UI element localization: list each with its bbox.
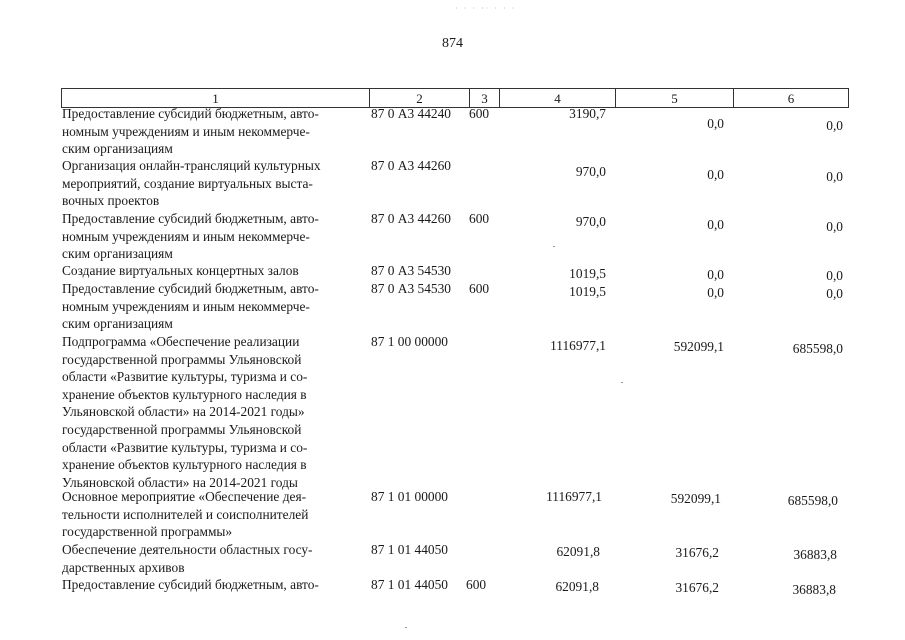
row-value-6: 36883,8 xyxy=(793,547,837,562)
row-value-5: 592099,1 xyxy=(670,491,721,506)
row-name-line: ским организациям xyxy=(62,246,173,262)
row-name-line: Обеспечение деятельности областных госу- xyxy=(62,542,313,557)
row-name-line: номным учреждениям и иным некоммерче- xyxy=(62,123,310,139)
row-code: 87 1 01 44050 xyxy=(371,542,448,557)
row-name xyxy=(62,157,362,210)
row-code: 87 1 01 44050 xyxy=(371,577,448,592)
row-name-line: хранение объектов культурного наследия в xyxy=(62,457,307,473)
row-name-line: Предоставление субсидий бюджетным, авто- xyxy=(62,211,319,226)
row-name-line: государственной программы» xyxy=(62,524,233,540)
row-name-line: области «Развитие культуры, туризма и со- xyxy=(62,369,308,385)
row-value-5: 0,0 xyxy=(707,167,724,182)
row-name-line: области «Развитие культуры, туризма и со- xyxy=(62,439,308,455)
row-value-6: 685598,0 xyxy=(787,493,838,508)
row-value-5: 0,0 xyxy=(707,116,724,131)
row-code: 87 0 А3 44260 xyxy=(371,211,451,226)
row-value-6: 0,0 xyxy=(826,169,843,184)
row-name-line: государственной программы Ульяновской xyxy=(62,351,302,367)
header-col-5: 5 xyxy=(616,89,734,107)
row-value-4: 62091,8 xyxy=(556,544,600,559)
row-name xyxy=(62,488,362,541)
scan-speck xyxy=(621,382,623,383)
row-name-line: дарственных архивов xyxy=(62,559,185,575)
row-value-6: 685598,0 xyxy=(792,341,843,356)
row-name-line: ским организациям xyxy=(62,141,173,157)
row-value-5: 0,0 xyxy=(707,267,724,282)
row-code: 87 0 А3 54530 xyxy=(371,281,451,296)
row-code: 87 1 00 00000 xyxy=(371,334,448,349)
row-name xyxy=(62,280,362,333)
header-col-4: 4 xyxy=(500,89,616,107)
row-value-5: 0,0 xyxy=(707,217,724,232)
row-name-line: Предоставление субсидий бюджетным, авто- xyxy=(62,106,319,121)
row-value-6: 0,0 xyxy=(826,219,843,234)
row-value-5: 592099,1 xyxy=(673,339,724,354)
header-col-2: 2 xyxy=(370,89,470,107)
scan-artifact: · · · ·· · · · xyxy=(455,4,517,13)
row-value-4: 1116977,1 xyxy=(550,338,606,353)
row-value-4: 3190,7 xyxy=(569,106,606,121)
row-value-6: 0,0 xyxy=(826,286,843,301)
row-name-line: мероприятий, создание виртуальных выста- xyxy=(62,175,313,191)
header-col-3: 3 xyxy=(470,89,500,107)
row-value-4: 970,0 xyxy=(575,214,606,229)
row-name-line: тельности исполнителей и соисполнителей xyxy=(62,506,309,522)
row-name-line: Основное мероприятие «Обеспечение дея- xyxy=(62,489,307,504)
row-name-line: номным учреждениям и иным некоммерче- xyxy=(62,228,310,244)
row-name xyxy=(62,576,362,594)
row-value-6: 0,0 xyxy=(826,268,843,283)
scan-speck xyxy=(405,627,407,628)
row-name-line: номным учреждениям и иным некоммерче- xyxy=(62,298,310,314)
row-name-line: Организация онлайн-трансляций культурных xyxy=(62,158,321,173)
row-type: 600 xyxy=(469,106,490,121)
page-number: 874 xyxy=(442,36,463,51)
row-code: 87 0 А3 44240 xyxy=(371,106,451,121)
row-name-line: Ульяновской области» на 2014-2021 годы» xyxy=(62,404,305,420)
row-value-4: 1019,5 xyxy=(569,284,606,299)
row-value-4: 62091,8 xyxy=(555,579,599,594)
header-col-1: 1 xyxy=(62,89,370,107)
row-name xyxy=(62,333,362,491)
row-type: 600 xyxy=(469,281,490,296)
row-code: 87 1 01 00000 xyxy=(371,489,448,504)
row-code: 87 0 А3 54530 xyxy=(371,263,451,278)
row-value-4: 1019,5 xyxy=(569,266,606,281)
row-value-4: 970,0 xyxy=(575,164,606,179)
row-type: 600 xyxy=(469,211,490,226)
row-code: 87 0 А3 44260 xyxy=(371,158,451,173)
row-name-line: Предоставление субсидий бюджетным, авто- xyxy=(62,577,319,592)
row-name-line: ским организациям xyxy=(62,316,173,332)
row-name-line: государственной программы Ульяновской xyxy=(62,421,302,437)
scan-speck xyxy=(553,246,555,247)
row-value-4: 1116977,1 xyxy=(546,489,602,504)
row-name xyxy=(62,210,362,263)
row-name-line: вочных проектов xyxy=(62,193,160,209)
row-name-line: хранение объектов культурного наследия в xyxy=(62,386,307,402)
row-value-5: 31676,2 xyxy=(675,545,719,560)
row-value-6: 36883,8 xyxy=(792,582,836,597)
row-value-5: 0,0 xyxy=(707,285,724,300)
row-name xyxy=(62,541,362,576)
row-value-6: 0,0 xyxy=(826,118,843,133)
row-type: 600 xyxy=(466,577,487,592)
header-col-6: 6 xyxy=(787,91,795,106)
row-name xyxy=(62,105,362,158)
row-name-line: Создание виртуальных концертных залов xyxy=(62,263,299,278)
row-name-line: Предоставление субсидий бюджетным, авто- xyxy=(62,281,319,296)
row-name xyxy=(62,262,362,280)
row-name-line: Ульяновской области» на 2014-2021 годы xyxy=(62,474,298,490)
row-value-5: 31676,2 xyxy=(675,580,719,595)
row-name-line: Подпрограмма «Обеспечение реализации xyxy=(62,334,300,349)
